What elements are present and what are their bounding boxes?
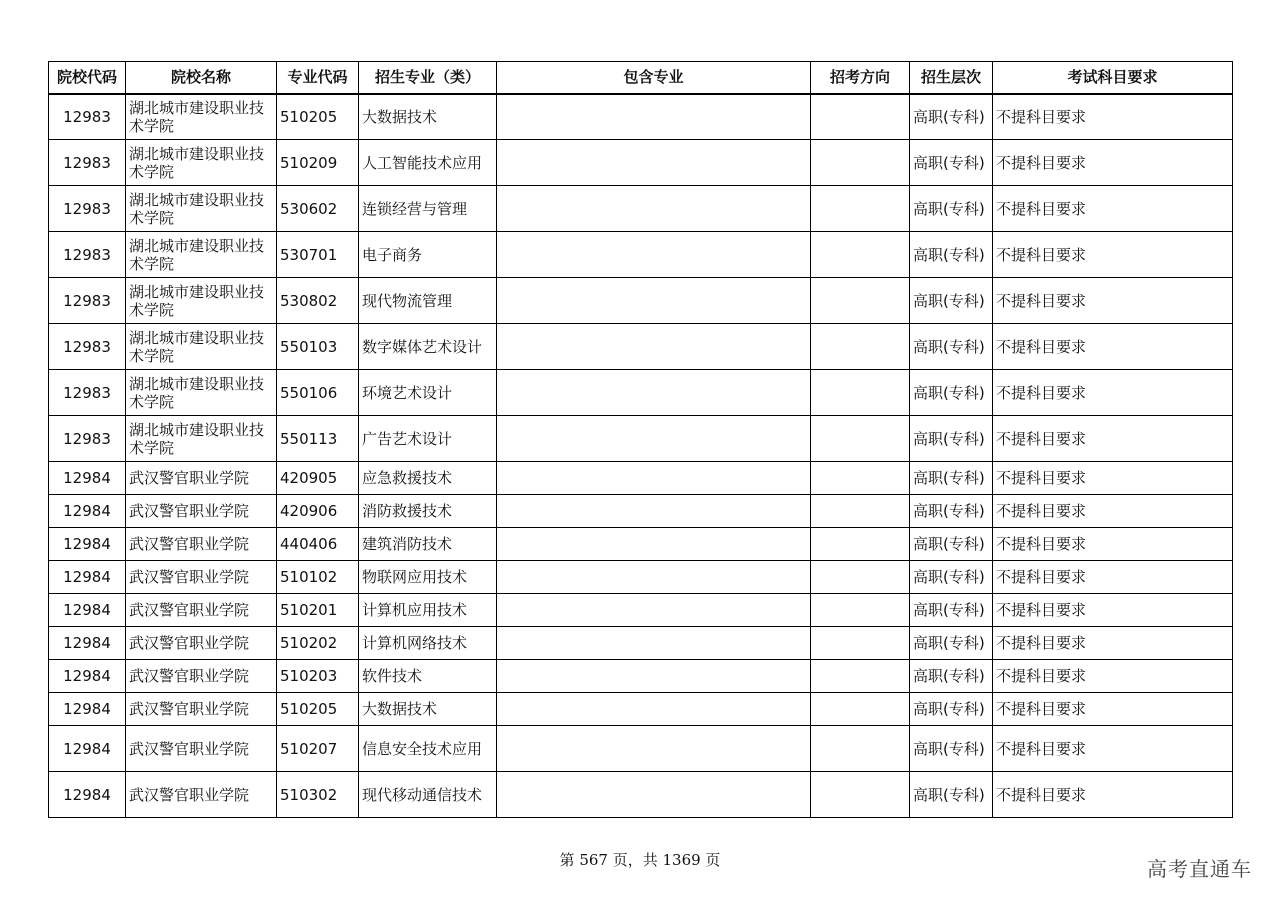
header-subject-requirement: 考试科目要求 bbox=[993, 62, 1233, 94]
cell-included-majors bbox=[497, 594, 811, 627]
cell-level: 高职(专科) bbox=[910, 186, 993, 232]
cell-included-majors bbox=[497, 495, 811, 528]
cell-major: 信息安全技术应用 bbox=[359, 726, 497, 772]
cell-subject-requirement: 不提科目要求 bbox=[993, 324, 1233, 370]
cell-level: 高职(专科) bbox=[910, 495, 993, 528]
cell-school-code: 12984 bbox=[49, 627, 126, 660]
cell-school-code: 12984 bbox=[49, 693, 126, 726]
cell-subject-requirement: 不提科目要求 bbox=[993, 416, 1233, 462]
cell-level: 高职(专科) bbox=[910, 660, 993, 693]
table-row bbox=[49, 278, 1233, 324]
cell-school-name: 武汉警官职业学院 bbox=[126, 660, 277, 693]
cell-school-name: 武汉警官职业学院 bbox=[126, 594, 277, 627]
table-row bbox=[49, 660, 1233, 693]
header-row bbox=[49, 62, 1233, 94]
cell-included-majors bbox=[497, 693, 811, 726]
cell-included-majors bbox=[497, 324, 811, 370]
cell-school-name: 武汉警官职业学院 bbox=[126, 561, 277, 594]
cell-school-name: 武汉警官职业学院 bbox=[126, 627, 277, 660]
cell-major: 建筑消防技术 bbox=[359, 528, 497, 561]
header-major-code: 专业代码 bbox=[277, 62, 359, 94]
cell-included-majors bbox=[497, 140, 811, 186]
cell-school-name: 湖北城市建设职业技术学院 bbox=[126, 324, 277, 370]
cell-subject-requirement: 不提科目要求 bbox=[993, 140, 1233, 186]
page-footer: 第 567 页，共 1369 页 bbox=[559, 851, 721, 869]
cell-direction bbox=[811, 140, 910, 186]
cell-school-name: 湖北城市建设职业技术学院 bbox=[126, 278, 277, 324]
header-school-code: 院校代码 bbox=[49, 62, 126, 94]
cell-school-code: 12984 bbox=[49, 528, 126, 561]
cell-major: 人工智能技术应用 bbox=[359, 140, 497, 186]
cell-direction bbox=[811, 726, 910, 772]
cell-school-code: 12983 bbox=[49, 416, 126, 462]
table-row bbox=[49, 462, 1233, 495]
cell-school-code: 12983 bbox=[49, 186, 126, 232]
cell-direction bbox=[811, 495, 910, 528]
cell-major-code: 530802 bbox=[277, 278, 359, 324]
cell-level: 高职(专科) bbox=[910, 627, 993, 660]
cell-direction bbox=[811, 462, 910, 495]
cell-level: 高职(专科) bbox=[910, 726, 993, 772]
cell-major-code: 550103 bbox=[277, 324, 359, 370]
cell-included-majors bbox=[497, 660, 811, 693]
cell-major: 连锁经营与管理 bbox=[359, 186, 497, 232]
cell-direction bbox=[811, 416, 910, 462]
cell-major: 大数据技术 bbox=[359, 94, 497, 140]
table-row bbox=[49, 416, 1233, 462]
cell-school-code: 12984 bbox=[49, 726, 126, 772]
cell-subject-requirement: 不提科目要求 bbox=[993, 370, 1233, 416]
cell-school-code: 12983 bbox=[49, 278, 126, 324]
cell-major-code: 510207 bbox=[277, 726, 359, 772]
cell-direction bbox=[811, 232, 910, 278]
table-row bbox=[49, 370, 1233, 416]
cell-major: 环境艺术设计 bbox=[359, 370, 497, 416]
cell-included-majors bbox=[497, 94, 811, 140]
cell-included-majors bbox=[497, 726, 811, 772]
cell-level: 高职(专科) bbox=[910, 462, 993, 495]
cell-major: 物联网应用技术 bbox=[359, 561, 497, 594]
cell-direction bbox=[811, 561, 910, 594]
cell-subject-requirement: 不提科目要求 bbox=[993, 495, 1233, 528]
cell-school-code: 12984 bbox=[49, 561, 126, 594]
cell-included-majors bbox=[497, 232, 811, 278]
cell-school-code: 12983 bbox=[49, 324, 126, 370]
cell-level: 高职(专科) bbox=[910, 594, 993, 627]
cell-subject-requirement: 不提科目要求 bbox=[993, 594, 1233, 627]
cell-included-majors bbox=[497, 278, 811, 324]
header-direction: 招考方向 bbox=[811, 62, 910, 94]
cell-direction bbox=[811, 94, 910, 140]
cell-level: 高职(专科) bbox=[910, 370, 993, 416]
cell-level: 高职(专科) bbox=[910, 772, 993, 818]
cell-level: 高职(专科) bbox=[910, 693, 993, 726]
cell-level: 高职(专科) bbox=[910, 561, 993, 594]
cell-school-code: 12984 bbox=[49, 462, 126, 495]
table-row bbox=[49, 726, 1233, 772]
table-row bbox=[49, 693, 1233, 726]
cell-school-code: 12984 bbox=[49, 594, 126, 627]
cell-major: 计算机网络技术 bbox=[359, 627, 497, 660]
cell-level: 高职(专科) bbox=[910, 232, 993, 278]
cell-major: 现代物流管理 bbox=[359, 278, 497, 324]
table-row bbox=[49, 94, 1233, 140]
table-row bbox=[49, 232, 1233, 278]
cell-major-code: 420905 bbox=[277, 462, 359, 495]
cell-school-name: 武汉警官职业学院 bbox=[126, 495, 277, 528]
cell-school-name: 湖北城市建设职业技术学院 bbox=[126, 186, 277, 232]
table-row bbox=[49, 594, 1233, 627]
cell-included-majors bbox=[497, 462, 811, 495]
cell-direction bbox=[811, 370, 910, 416]
cell-subject-requirement: 不提科目要求 bbox=[993, 693, 1233, 726]
cell-direction bbox=[811, 693, 910, 726]
cell-school-code: 12983 bbox=[49, 140, 126, 186]
cell-major-code: 550106 bbox=[277, 370, 359, 416]
cell-subject-requirement: 不提科目要求 bbox=[993, 232, 1233, 278]
cell-subject-requirement: 不提科目要求 bbox=[993, 462, 1233, 495]
cell-major-code: 420906 bbox=[277, 495, 359, 528]
cell-direction bbox=[811, 324, 910, 370]
cell-major: 数字媒体艺术设计 bbox=[359, 324, 497, 370]
cell-major: 电子商务 bbox=[359, 232, 497, 278]
cell-school-name: 武汉警官职业学院 bbox=[126, 462, 277, 495]
cell-included-majors bbox=[497, 370, 811, 416]
cell-direction bbox=[811, 772, 910, 818]
cell-major: 计算机应用技术 bbox=[359, 594, 497, 627]
cell-direction bbox=[811, 528, 910, 561]
cell-direction bbox=[811, 278, 910, 324]
cell-subject-requirement: 不提科目要求 bbox=[993, 772, 1233, 818]
table-row bbox=[49, 772, 1233, 818]
cell-major-code: 510102 bbox=[277, 561, 359, 594]
cell-level: 高职(专科) bbox=[910, 416, 993, 462]
cell-school-name: 武汉警官职业学院 bbox=[126, 772, 277, 818]
cell-included-majors bbox=[497, 186, 811, 232]
cell-major-code: 510302 bbox=[277, 772, 359, 818]
cell-level: 高职(专科) bbox=[910, 140, 993, 186]
cell-major-code: 440406 bbox=[277, 528, 359, 561]
cell-direction bbox=[811, 186, 910, 232]
cell-major: 广告艺术设计 bbox=[359, 416, 497, 462]
cell-major-code: 550113 bbox=[277, 416, 359, 462]
cell-subject-requirement: 不提科目要求 bbox=[993, 627, 1233, 660]
cell-school-code: 12983 bbox=[49, 94, 126, 140]
cell-school-code: 12983 bbox=[49, 232, 126, 278]
admissions-table bbox=[48, 61, 1233, 818]
cell-subject-requirement: 不提科目要求 bbox=[993, 278, 1233, 324]
cell-school-name: 湖北城市建设职业技术学院 bbox=[126, 416, 277, 462]
cell-major-code: 530602 bbox=[277, 186, 359, 232]
cell-subject-requirement: 不提科目要求 bbox=[993, 94, 1233, 140]
cell-level: 高职(专科) bbox=[910, 94, 993, 140]
cell-major-code: 510203 bbox=[277, 660, 359, 693]
cell-included-majors bbox=[497, 528, 811, 561]
watermark: 高考直通车 bbox=[1147, 857, 1252, 881]
cell-subject-requirement: 不提科目要求 bbox=[993, 660, 1233, 693]
cell-school-code: 12984 bbox=[49, 660, 126, 693]
table-row bbox=[49, 324, 1233, 370]
header-level: 招生层次 bbox=[910, 62, 993, 94]
cell-subject-requirement: 不提科目要求 bbox=[993, 186, 1233, 232]
cell-level: 高职(专科) bbox=[910, 528, 993, 561]
cell-major: 大数据技术 bbox=[359, 693, 497, 726]
cell-school-name: 武汉警官职业学院 bbox=[126, 693, 277, 726]
cell-major: 应急救援技术 bbox=[359, 462, 497, 495]
cell-included-majors bbox=[497, 627, 811, 660]
header-included-majors: 包含专业 bbox=[497, 62, 811, 94]
cell-major: 消防救援技术 bbox=[359, 495, 497, 528]
cell-major-code: 510202 bbox=[277, 627, 359, 660]
cell-major: 软件技术 bbox=[359, 660, 497, 693]
cell-school-name: 湖北城市建设职业技术学院 bbox=[126, 232, 277, 278]
cell-school-code: 12984 bbox=[49, 772, 126, 818]
cell-included-majors bbox=[497, 561, 811, 594]
cell-school-name: 武汉警官职业学院 bbox=[126, 528, 277, 561]
cell-included-majors bbox=[497, 416, 811, 462]
cell-major-code: 530701 bbox=[277, 232, 359, 278]
cell-level: 高职(专科) bbox=[910, 324, 993, 370]
table-row bbox=[49, 528, 1233, 561]
cell-school-code: 12983 bbox=[49, 370, 126, 416]
cell-school-code: 12984 bbox=[49, 495, 126, 528]
table-row bbox=[49, 186, 1233, 232]
cell-included-majors bbox=[497, 772, 811, 818]
table-row bbox=[49, 495, 1233, 528]
table-row bbox=[49, 627, 1233, 660]
cell-subject-requirement: 不提科目要求 bbox=[993, 726, 1233, 772]
cell-school-name: 湖北城市建设职业技术学院 bbox=[126, 370, 277, 416]
cell-direction bbox=[811, 660, 910, 693]
table-row bbox=[49, 140, 1233, 186]
header-school-name: 院校名称 bbox=[126, 62, 277, 94]
cell-subject-requirement: 不提科目要求 bbox=[993, 561, 1233, 594]
cell-direction bbox=[811, 627, 910, 660]
cell-school-name: 湖北城市建设职业技术学院 bbox=[126, 140, 277, 186]
cell-school-name: 武汉警官职业学院 bbox=[126, 726, 277, 772]
cell-major-code: 510201 bbox=[277, 594, 359, 627]
cell-school-name: 湖北城市建设职业技术学院 bbox=[126, 94, 277, 140]
table-body bbox=[49, 94, 1233, 818]
cell-level: 高职(专科) bbox=[910, 278, 993, 324]
cell-major-code: 510205 bbox=[277, 693, 359, 726]
table-header bbox=[49, 62, 1233, 94]
cell-major: 现代移动通信技术 bbox=[359, 772, 497, 818]
cell-direction bbox=[811, 594, 910, 627]
cell-subject-requirement: 不提科目要求 bbox=[993, 528, 1233, 561]
cell-major-code: 510205 bbox=[277, 94, 359, 140]
cell-major-code: 510209 bbox=[277, 140, 359, 186]
table-row bbox=[49, 561, 1233, 594]
header-major: 招生专业（类） bbox=[359, 62, 497, 94]
